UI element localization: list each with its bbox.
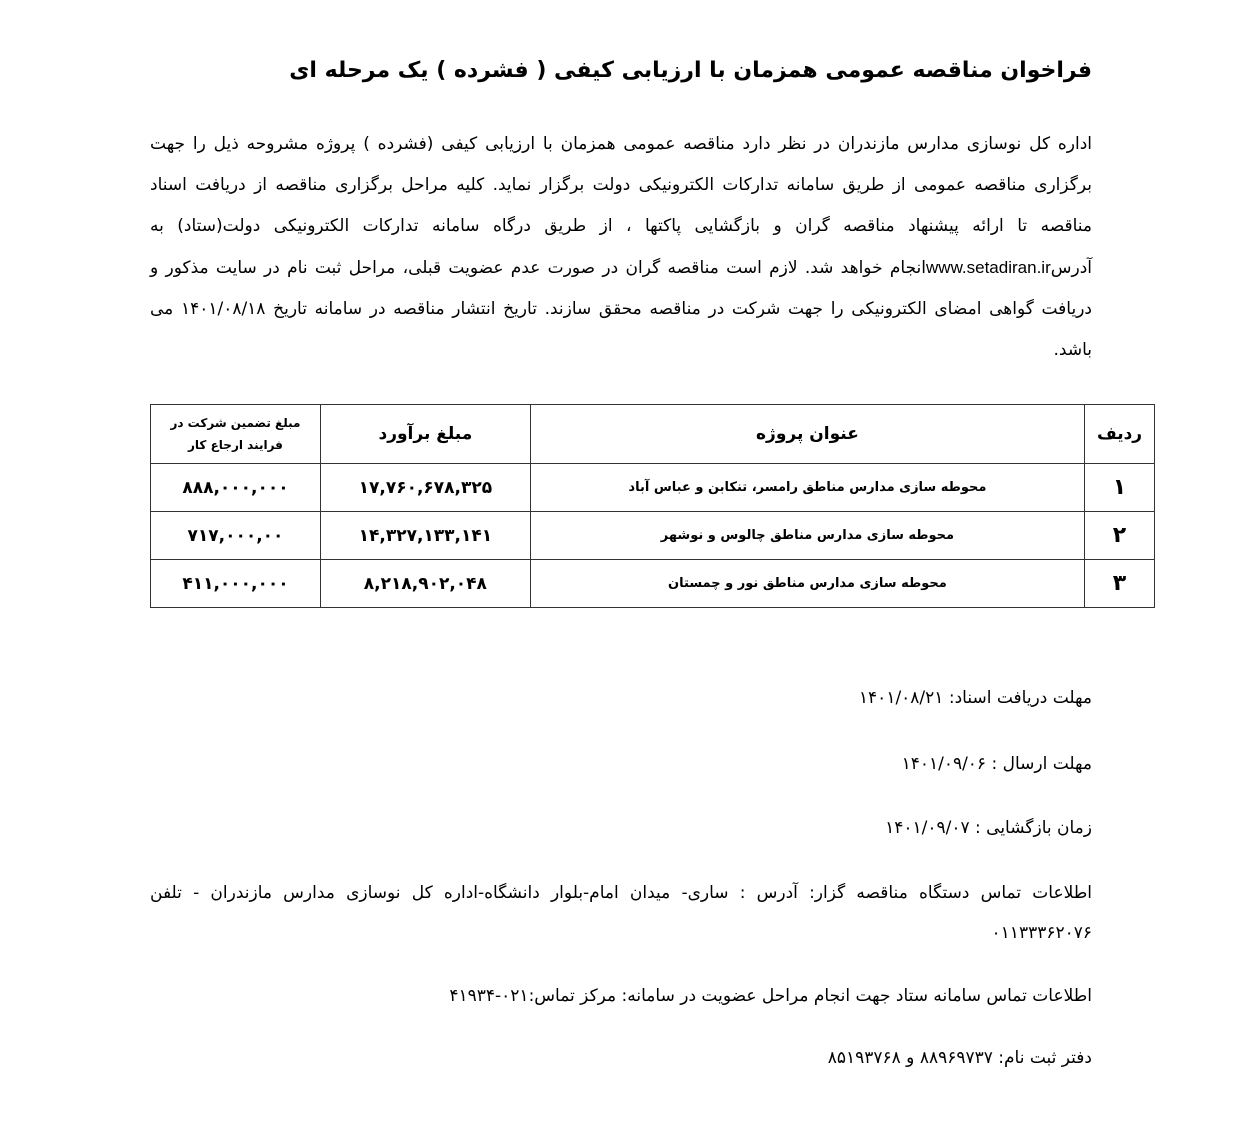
estimate-amount: ۱۷,۷۶۰,۶۷۸,۳۲۵: [320, 464, 530, 512]
registration-office-phones: ۸۸۹۶۹۷۳۷ و ۸۵۱۹۳۷۶۸: [827, 1048, 993, 1068]
header-row-number: ردیف: [1085, 405, 1155, 464]
header-guarantee: مبلغ تضمین شرکت در فرایند ارجاع کار: [151, 405, 321, 464]
docs-deadline-label: مهلت دریافت اسناد:: [948, 688, 1092, 708]
submit-deadline-label: مهلت ارسال :: [991, 754, 1092, 774]
project-title: محوطه سازی مدارس مناطق رامسر، تنکابن و عباس آباد: [530, 464, 1084, 512]
notice-title: فراخوان مناقصه عمومی همزمان با ارزیابی کیفی ( فشرده ) یک مرحله ای: [289, 58, 1092, 83]
tenderer-contact-info: [150, 873, 1092, 953]
tenderer-phone: ۰۱۱۳۳۳۶۲۰۷۶: [991, 923, 1092, 943]
opening-time: [150, 818, 1092, 838]
setad-contact-info: [150, 986, 1092, 1006]
registration-office-label: دفتر ثبت نام:: [998, 1048, 1092, 1068]
table-row: [151, 512, 1155, 560]
intro-paragraph: [150, 124, 1092, 371]
table-header-row: [151, 405, 1155, 464]
setad-phone: ۴۱۹۳۴-۰۲۱: [449, 986, 529, 1006]
docs-deadline: [150, 688, 1092, 708]
row-number: ۳: [1085, 560, 1155, 608]
project-title: محوطه سازی مدارس مناطق نور و چمستان: [530, 560, 1084, 608]
projects-table: [150, 404, 1155, 608]
guarantee-amount: ۸۸۸,۰۰۰,۰۰۰: [151, 464, 321, 512]
intro-text-part1: اداره کل نوسازی مدارس مازندران در نظر دارد مناقصه عمومی همزمان با ارزیابی کیفی (فشرده ) پروژه مشروحه ذیل را جهت برگزاری مناقصه عمومی از طریق سامانه تدارکات الکترونیکی دولت برگزار نماید. کلیه مراحل برگزاری مناقصه از دریافت اسناد مناقصه تا ارائه پیشنهاد مناقصه گران و بازگشایی پاکتها ، از طریق درگاه سامانه تدارکات الکترونیکی دولت(ستاد) به آدرس: [150, 134, 1092, 278]
tenderer-contact-text: اطلاعات تماس دستگاه مناقصه گزار: آدرس : ساری- میدان امام-بلوار دانشگاه-اداره کل نوسازی مدارس مازندران - تلفن: [150, 883, 1092, 903]
setad-contact-text: اطلاعات تماس سامانه ستاد جهت انجام مراحل عضویت در سامانه: مرکز تماس:: [528, 986, 1092, 1006]
docs-deadline-date: ۱۴۰۱/۰۸/۲۱: [858, 688, 944, 708]
setad-website-url: www.setadiran.ir: [926, 258, 1051, 277]
table-row: [151, 560, 1155, 608]
row-number: ۱: [1085, 464, 1155, 512]
guarantee-amount: ۴۱۱,۰۰۰,۰۰۰: [151, 560, 321, 608]
opening-time-date: ۱۴۰۱/۰۹/۰۷: [885, 818, 970, 838]
project-title: محوطه سازی مدارس مناطق چالوس و نوشهر: [530, 512, 1084, 560]
submit-deadline-date: ۱۴۰۱/۰۹/۰۶: [901, 754, 987, 774]
opening-time-label: زمان بازگشایی :: [975, 818, 1092, 838]
row-number: ۲: [1085, 512, 1155, 560]
table-row: [151, 464, 1155, 512]
guarantee-amount: ۷۱۷,۰۰۰,۰۰: [151, 512, 321, 560]
registration-office: [150, 1048, 1092, 1068]
header-project-title: عنوان پروژه: [530, 405, 1084, 464]
submit-deadline: [150, 754, 1092, 774]
intro-text-part2: انجام خواهد شد. لازم است مناقصه گران در صورت عدم عضویت قبلی، مراحل ثبت نام در سایت مذکور و دریافت گواهی امضای الکترونیکی را جهت شرکت در مناقصه محقق سازند. تاریخ انتشار مناقصه در سامانه تاریخ ۱۴۰۱/۰۸/۱۸ می باشد.: [150, 258, 1092, 360]
estimate-amount: ۱۴,۳۲۷,۱۳۳,۱۴۱: [320, 512, 530, 560]
estimate-amount: ۸,۲۱۸,۹۰۲,۰۴۸: [320, 560, 530, 608]
header-estimate: مبلغ برآورد: [320, 405, 530, 464]
